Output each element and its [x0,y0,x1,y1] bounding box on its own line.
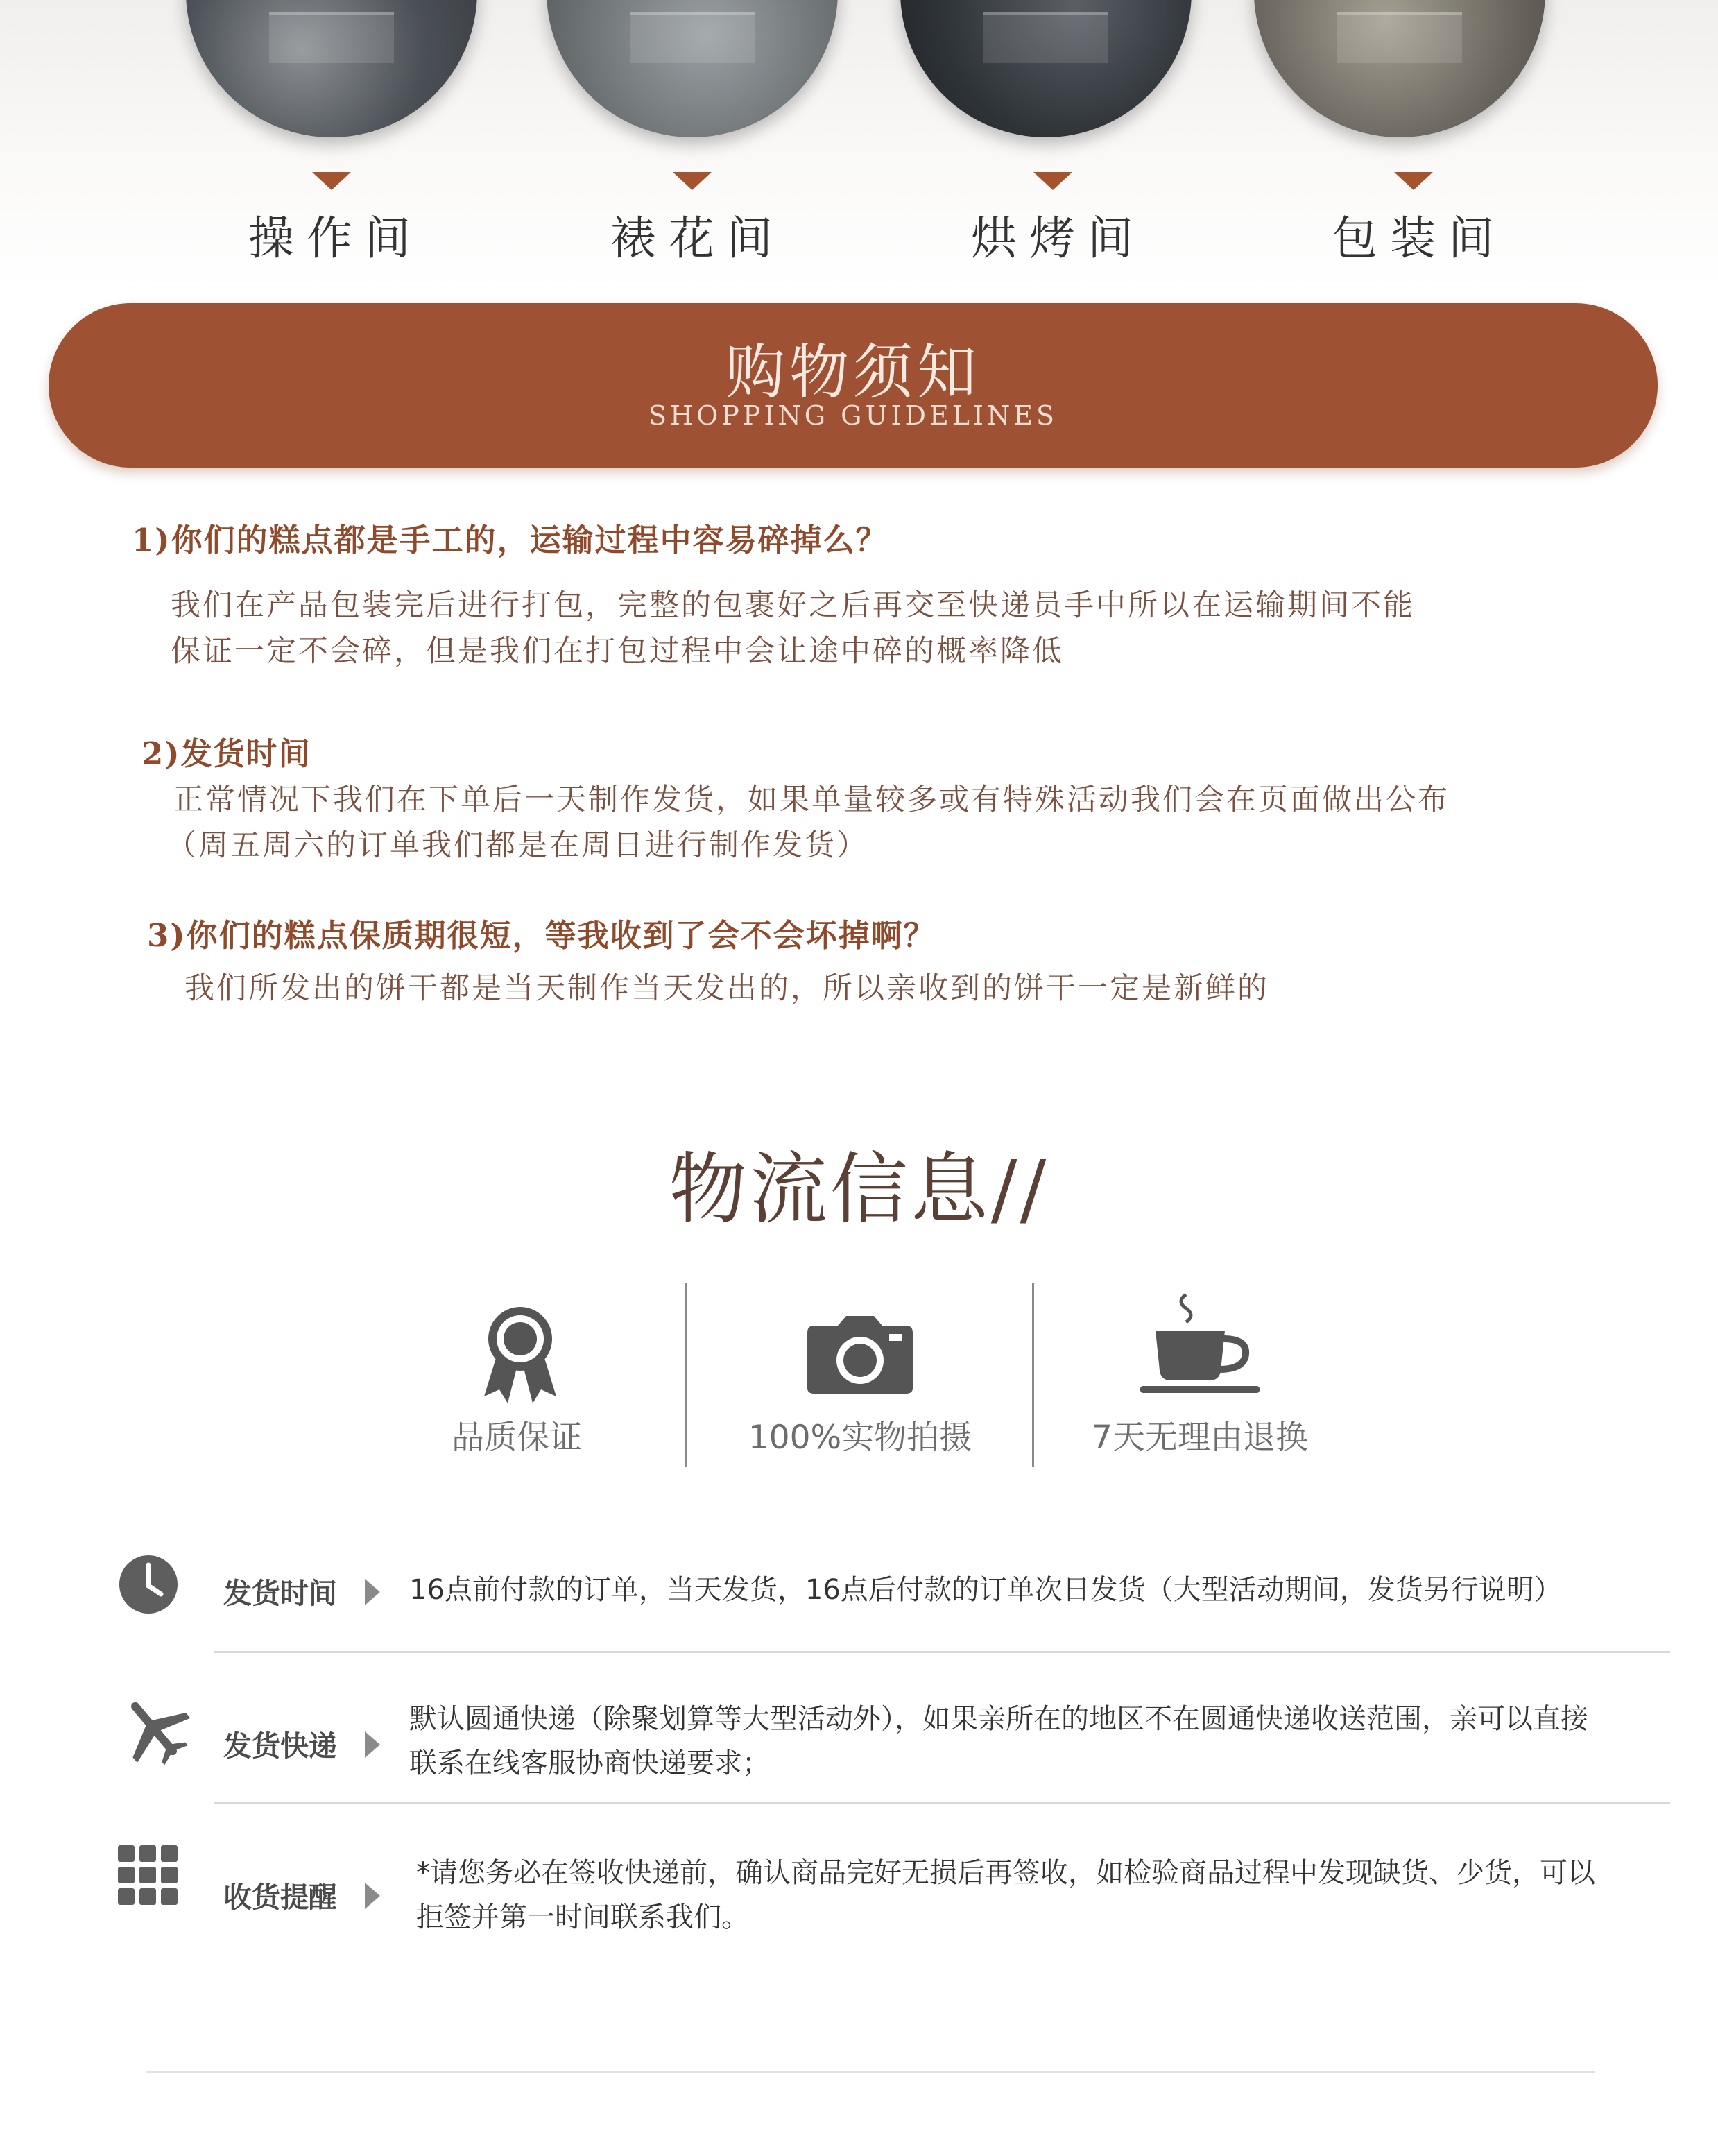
info-label: 收货提醒 [223,1881,337,1914]
banner-subtitle: SHOPPING GUIDELINES [648,400,1058,431]
info-text: 16点前付款的订单，当天发货，16点后付款的订单次日发货（大型活动期间，发货另行说明） [409,1574,1562,1606]
faq-question: 2)发货时间 [141,735,311,772]
shopping-guidelines-banner [49,303,1658,468]
faq-answer-line: 正常情况下我们在下单后一天制作发货，如果单量较多或有特殊活动我们会在页面做出公布 [173,782,1450,817]
coffee-cup-icon [1137,1289,1262,1400]
room-label: 烘烤间 [971,212,1146,265]
down-triangle-icon [1033,172,1072,190]
info-text: 拒签并第一时间联系我们。 [416,1901,749,1933]
bottom-divider [146,2071,1595,2073]
feature-label: 7天无理由退换 [1092,1419,1308,1457]
info-text: *请您务必在签收快递前，确认商品完好无损后再签收，如检验商品过程中发现缺货、少货，可以 [416,1857,1595,1889]
ribbon-award-icon [479,1303,562,1407]
camera-icon [805,1313,916,1396]
chevron-right-icon [365,1883,380,1909]
faq-answer-line: 我们所发出的饼干都是当天制作当天发出的，所以亲收到的饼干一定是新鲜的 [184,971,1269,1006]
chevron-right-icon [365,1731,380,1758]
room-label: 包装间 [1332,212,1506,265]
room-label: 裱花间 [610,212,785,265]
down-triangle-icon [1394,172,1433,190]
feature-label: 品质保证 [452,1419,582,1457]
info-label: 发货时间 [223,1577,337,1610]
info-text: 联系在线客服协商快递要求； [409,1747,770,1779]
faq-question: 3)你们的糕点保质期很短，等我收到了会不会坏掉啊？ [147,917,936,954]
faq-answer-line: 保证一定不会碎，但是我们在打包过程中会让途中碎的概率降低 [171,634,1064,669]
clock-icon [118,1554,179,1615]
info-label: 发货快递 [223,1729,337,1763]
grid-icon [118,1845,178,1905]
divider [214,1651,1670,1653]
faq-answer-line: 我们在产品包装完后进行打包，完整的包裹好之后再交至快递员手中所以在运输期间不能 [171,588,1415,623]
info-text: 默认圆通快递（除聚划算等大型活动外），如果亲所在的地区不在圆通快递收送范围，亲可以直接 [409,1703,1588,1735]
banner-title: 购物须知 [725,338,981,407]
logistics-title: 物流信息// [669,1145,1049,1235]
faq-answer-line: （周五周六的订单我们都是在周日进行制作发货） [166,828,868,863]
down-triangle-icon [312,172,351,190]
feature-label: 100%实物拍摄 [748,1419,972,1457]
airplane-icon [118,1693,190,1765]
faq-question: 1)你们的糕点都是手工的，运输过程中容易碎掉么？ [132,522,888,558]
divider [214,1802,1670,1804]
chevron-right-icon [365,1579,380,1605]
room-label: 操作间 [248,212,423,265]
down-triangle-icon [673,172,712,190]
